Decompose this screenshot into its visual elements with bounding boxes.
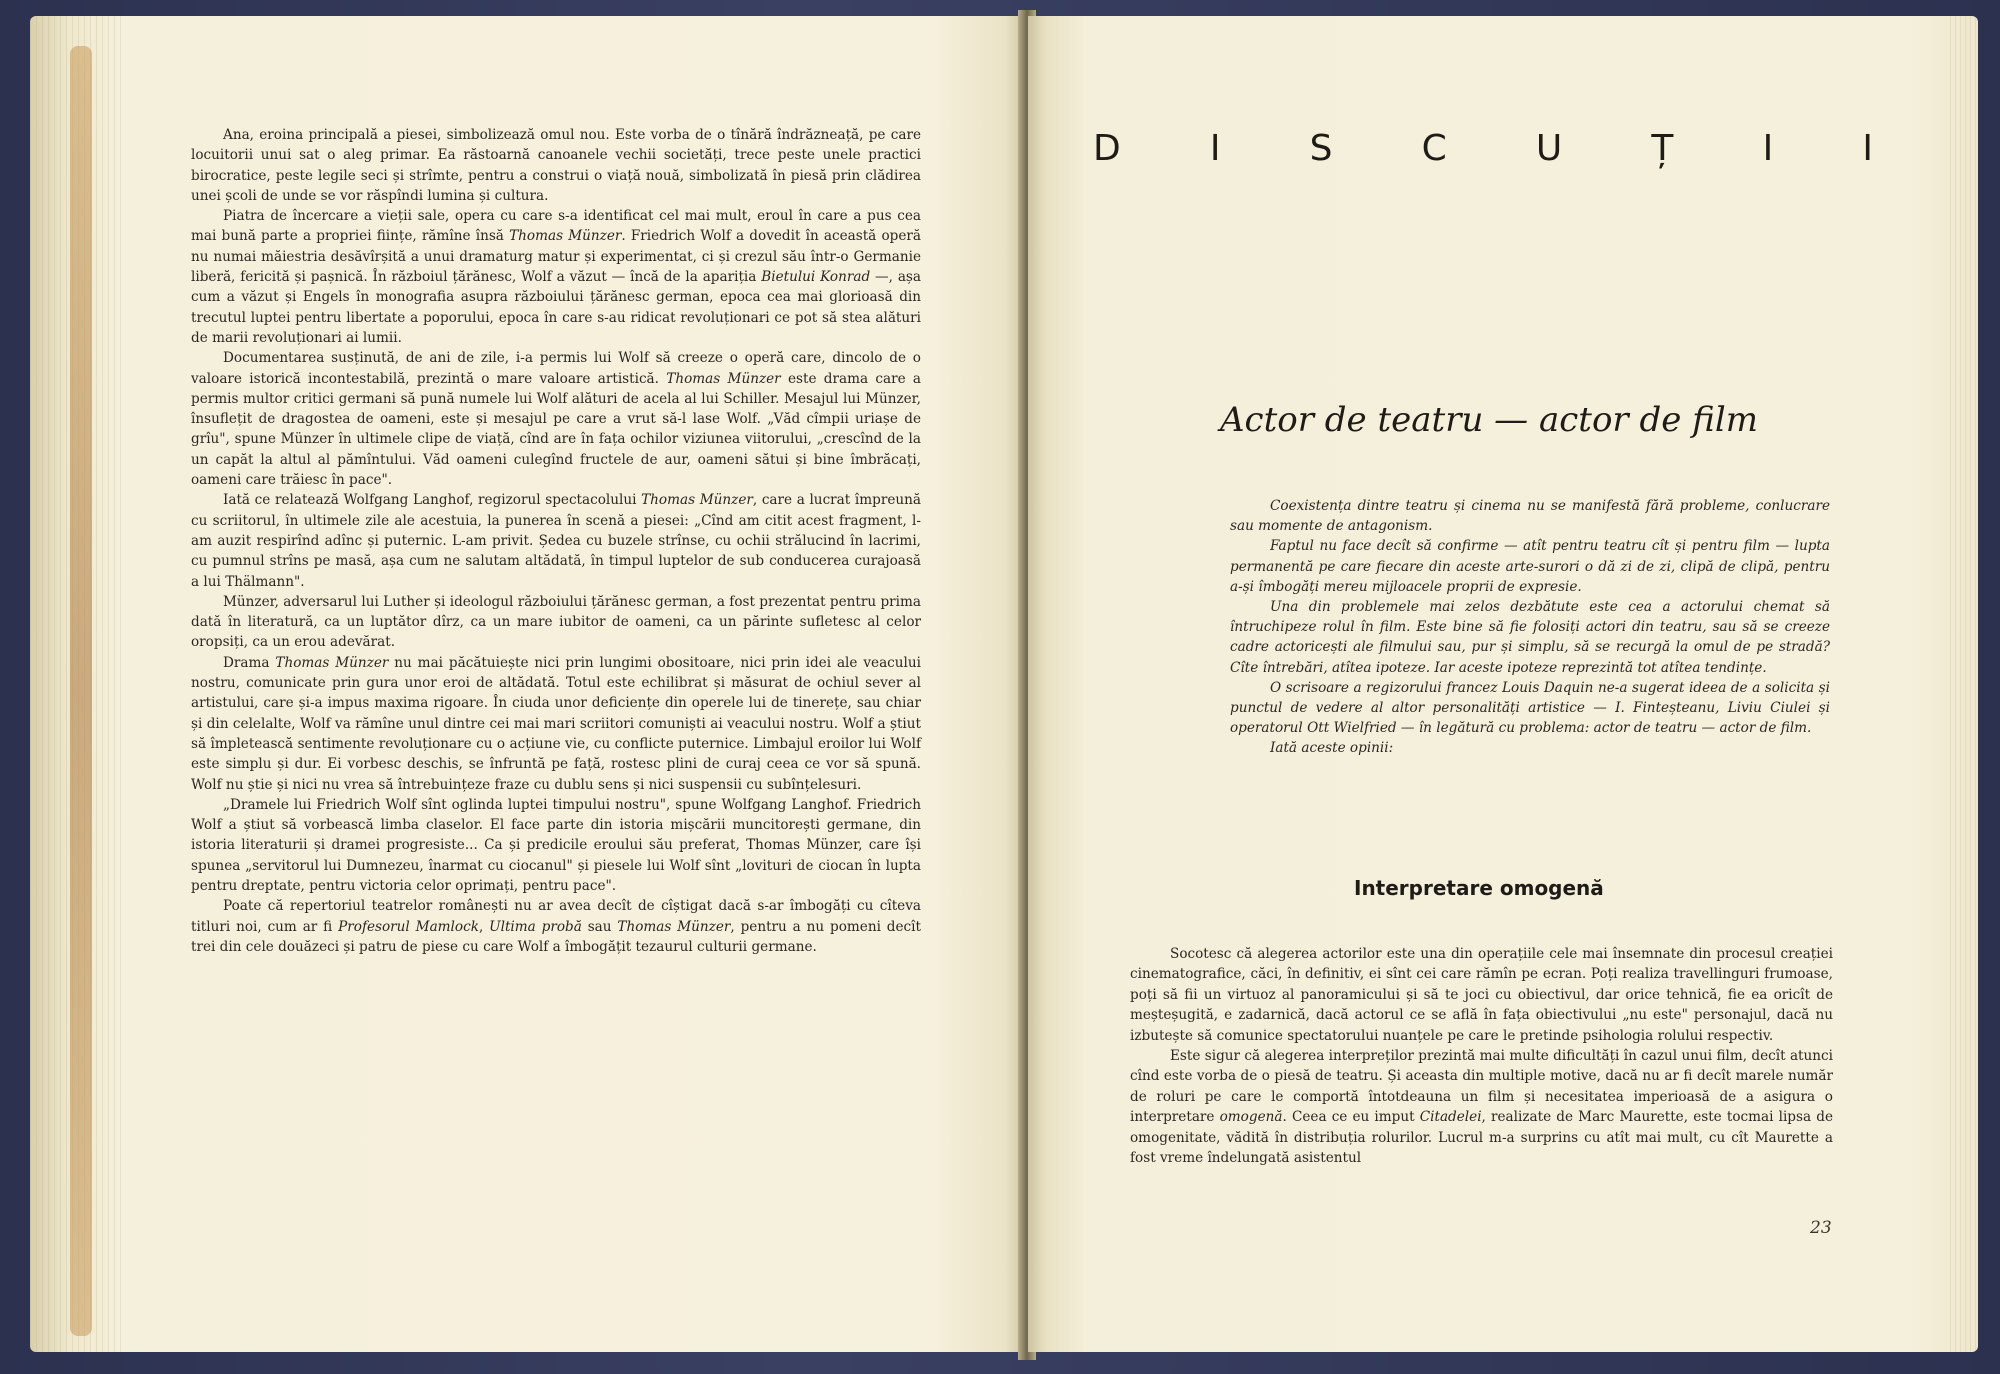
text-run: . Ceea ce eu imput: [1282, 1109, 1420, 1126]
intro-paragraph: O scrisoare a regizorului francez Louis Daquin ne-a sugerat ideea de a solicita și punctul de vedere al altor personalități artistice — I. Finteșteanu, Liviu Ciulei și operatorul Ott Wielfried — în legătură cu problema: actor de teatru — actor de film.: [1230, 679, 1830, 737]
paragraph: [191, 795, 921, 896]
text-run: Iată ce relatează Wolfgang Langhof, regizorul spectacolului: [223, 492, 642, 509]
paragraph: [1130, 1046, 1833, 1168]
paragraph: [191, 348, 921, 490]
text-run: ,: [478, 918, 490, 935]
page-number: 23: [1810, 1218, 1832, 1238]
text-run: Piatra de încercare a vieții sale, opera cu care s-a identificat cel mai mult, eroul în care a pus cea mai bună parte a propriei ființe, rămîne însă: [191, 208, 921, 245]
text-run: este drama care a permis multor critici germani să pună numele lui Wolf alături de acela al lui Schiller. Mesajul lui Münzer, însuflețit de dragostea de oameni, este și mesajul pe care a vrut să-l lase Wolf. „Văd cîmpii uriașe de grîu", spune Münzer în ultimele clipe de viață, cînd are în fața ochilor viziunea viitorului, „crescînd de la un capăt la altul al pămîntului. Văd oameni culegînd fructele de aur, oameni sătui și bine îmbrăcați, oameni care trăiesc în pace".: [191, 370, 922, 489]
intro-paragraph: Iată aceste opinii:: [1270, 740, 1394, 757]
italic-text: Profesorul Mamlock: [338, 918, 479, 935]
paragraph: [191, 653, 921, 795]
section-heading-letter: I: [1209, 128, 1221, 169]
italic-text: Bietului Konrad: [761, 269, 871, 286]
section-heading: [1093, 128, 1873, 169]
text-run: Drama: [223, 654, 276, 671]
text-run: Münzer, adversarul lui Luther și ideologul războiului țărănesc german, a fost prezentat pentru prima dată în literatură, ca un luptător dîrz, ca un mare iubitor de oameni, ca un părinte sufletesc al celor oropsiți, ca un erou adevărat.: [191, 593, 921, 651]
paragraph: [191, 896, 921, 957]
text-run: Documentarea susținută, de ani de zile, i-a permis lui Wolf să creeze o operă care, dincolo de o valoare istorică incontestabilă, prezintă o mare valoare artistică.: [191, 350, 921, 387]
section-heading-letter: Ț: [1651, 128, 1674, 169]
binding-tape: [70, 46, 92, 1336]
italic-text: Thomas Münzer: [666, 370, 781, 387]
italic-text: Thomas Münzer: [275, 654, 389, 671]
text-run: „Dramele lui Friedrich Wolf sînt oglinda luptei timpului nostru", spune Wolfgang Langhof. Friedrich Wolf a știut să vorbească limba claselor. El face parte din istoria mișcării muncitorești germane, din istoria literaturii și dramei progresiste... Ca și predicile eroului său preferat, Thomas Münzer, care își spunea „servitorul lui Dumnezeu, înarmat cu ciocanul" și piesele lui Wolf sînt „lovituri de ciocan în lupta pentru dreptate, pentru victoria celor oprimați, pentru pace".: [191, 796, 921, 894]
italic-text: omogenă: [1219, 1109, 1283, 1126]
section-heading-letter: D: [1093, 128, 1121, 169]
paragraph: [191, 592, 921, 653]
italic-text: Citadelei: [1419, 1109, 1482, 1126]
paragraph: [1130, 944, 1833, 1046]
italic-text: Thomas Münzer: [641, 492, 753, 509]
section-heading-letter: S: [1309, 128, 1333, 169]
article-intro: [1230, 496, 1830, 759]
text-run: Poate că repertoriul teatrelor românești nu ar avea decît de cîștigat dacă s-ar îmbogăți cu cîteva titluri noi, cum ar fi: [191, 898, 921, 935]
right-page-body: [1130, 944, 1833, 1168]
section-heading-letter: U: [1535, 128, 1563, 169]
intro-paragraph: Una din problemele mai zelos dezbătute este cea a actorului chemat să întruchipeze rolul în film. Este bine să fie folosiți actori din teatru, sau să se creeze cadre actoricești ale filmului sau, pur și simplu, să se recurgă la omul de pe stradă? Cîte întrebări, atîtea ipoteze. Iar aceste ipoteze reprezintă tot atîtea tendințe.: [1230, 599, 1830, 676]
text-run: —, așa cum a văzut și Engels în monografia asupra războiului țărănesc german, epoca cea mai glorioasă din trecutul luptei pentru libertate a poporului, epoca în care s-au ridicat revoluționari ce pot să stea alături de marii revoluționari ai lumii.: [191, 269, 922, 346]
paragraph: [191, 125, 921, 206]
text-run: , pentru a nu pomeni decît trei din cele douăzeci și patru de piese cu care Wolf a îmbogățit tezaurul culturii germane.: [191, 918, 921, 955]
paragraph: [191, 490, 921, 591]
left-page-body: [191, 125, 921, 957]
italic-text: Ultima probă: [489, 918, 582, 935]
paragraph: [191, 206, 921, 348]
text-run: . Friedrich Wolf a dovedit în această operă nu numai măiestria desăvîrșită a unui dramaturg matur și experimentat, ci și crezul său într-o Germanie liberă, fericită și pașnică. În războiul țărănesc, Wolf a văzut — încă de la apariția: [191, 228, 921, 286]
text-run: Ana, eroina principală a piesei, simbolizează omul nou. Este vorba de o tînără îndrăzneață, pe care locuitorii unui sat o aleg primar. Ea răstoarnă canoanele vechii societăți, trece peste unele practici birocratice, peste legile seci și strîmte, pentru a construi o viață nouă, simbolizată în piesă prin clădirea unei școli de unde se vor răspîndi lumina și cultura.: [191, 127, 921, 204]
text-run: sau: [581, 918, 618, 935]
page-edges-right: [1950, 16, 1978, 1352]
text-run: , care a lucrat împreună cu scriitorul, în ultimele zile ale acestuia, la punerea în scenă a piesei: „Cînd am citit acest fragment, l-am auzit respirînd adînc și puternic. L-am privit. Ședea cu buzele strînse, cu ochii strălucind în lacrimi, cu pumnul strîns pe masă, așa cum ne salutam altădată, în timpul luptelor de sub conducerea curajoasă a lui Thälmann".: [191, 492, 921, 590]
article-title: Actor de teatru — actor de film: [1220, 400, 1758, 440]
text-run: Este sigur că alegerea interpreților prezintă mai multe dificultăți în cazul unui film, decît atunci cînd este vorba de o piesă de teatru. Și aceasta din multiple motive, dacă nu ar fi decît marele număr de roluri pe care le comportă întotdeauna un film și necesitatea imperioasă de a asigura o interpretare: [1130, 1048, 1833, 1126]
section-heading-letter: I: [1862, 128, 1873, 169]
italic-text: Thomas Münzer: [617, 918, 731, 935]
intro-paragraph: Faptul nu face decît să confirme — atît pentru teatru cît și pentru film — lupta permanentă pe care fiecare din aceste arte-surori o dă zi de zi, clipă de clipă, pentru a-și îmbogăți mereu mijloacele proprii de expresie.: [1230, 538, 1830, 595]
intro-paragraph: Coexistența dintre teatru și cinema nu se manifestă fără probleme, conlucrare sau momente de antagonism.: [1230, 498, 1830, 535]
text-run: Socotesc că alegerea actorilor este una din operațiile cele mai însemnate din procesul creației cinematografice, căci, în definitiv, ei sînt cei care rămîn pe ecran. Poți realiza travellinguri frumoase, poți să fii un virtuoz al panoramicului și să te joci cu obiectivul, dar orice tehnică, fie ea oricît de meșteșugită, e zadarnică, dacă actorul ce se află în fața obiectivului „nu este" personajul, dacă nu izbutește să comunice spectatorului nuanțele pe care le pretinde psihologia rolului respectiv.: [1130, 946, 1833, 1044]
section-heading-letter: C: [1421, 128, 1447, 169]
italic-text: Thomas Münzer: [509, 228, 622, 245]
text-run: nu mai păcătuiește nici prin lungimi obositoare, nici prin idei ale veacului nostru, comunicate prin gura unor eroi de altădată. Totul este echilibrat și măsurat de ochiul sever al artistului, care și-a impus maxima rigoare. În ciuda unor deficiențe din operele lui de tinerețe, sau chiar și din celelalte, Wolf va rămîne unul dintre cei mai mari scriitori comuniști ai veacului nostru. Wolf a știut să împletească sentimente revoluționare cu o acțiune vie, cu conflicte puternice. Limbajul eroilor lui Wolf este simplu și dur. Ei vorbesc deschis, se înfruntă pe față, rostesc plini de curaj ceea ce vor să spună. Wolf nu știe și nici nu vrea să întrebuințeze fraze cu dublu sens și nici suspensii cu subînțelesuri.: [191, 654, 921, 793]
subheading: Interpretare omogenă: [1354, 876, 1604, 900]
section-heading-letter: I: [1762, 128, 1774, 169]
text-run: , realizate de Marc Maurette, este tocmai lipsa de omogenitate, vădită în distribuția rolurilor. Lucrul m-a surprins cu atît mai mult, cu cît Maurette a fost vreme îndelungată asistentul: [1130, 1109, 1833, 1167]
